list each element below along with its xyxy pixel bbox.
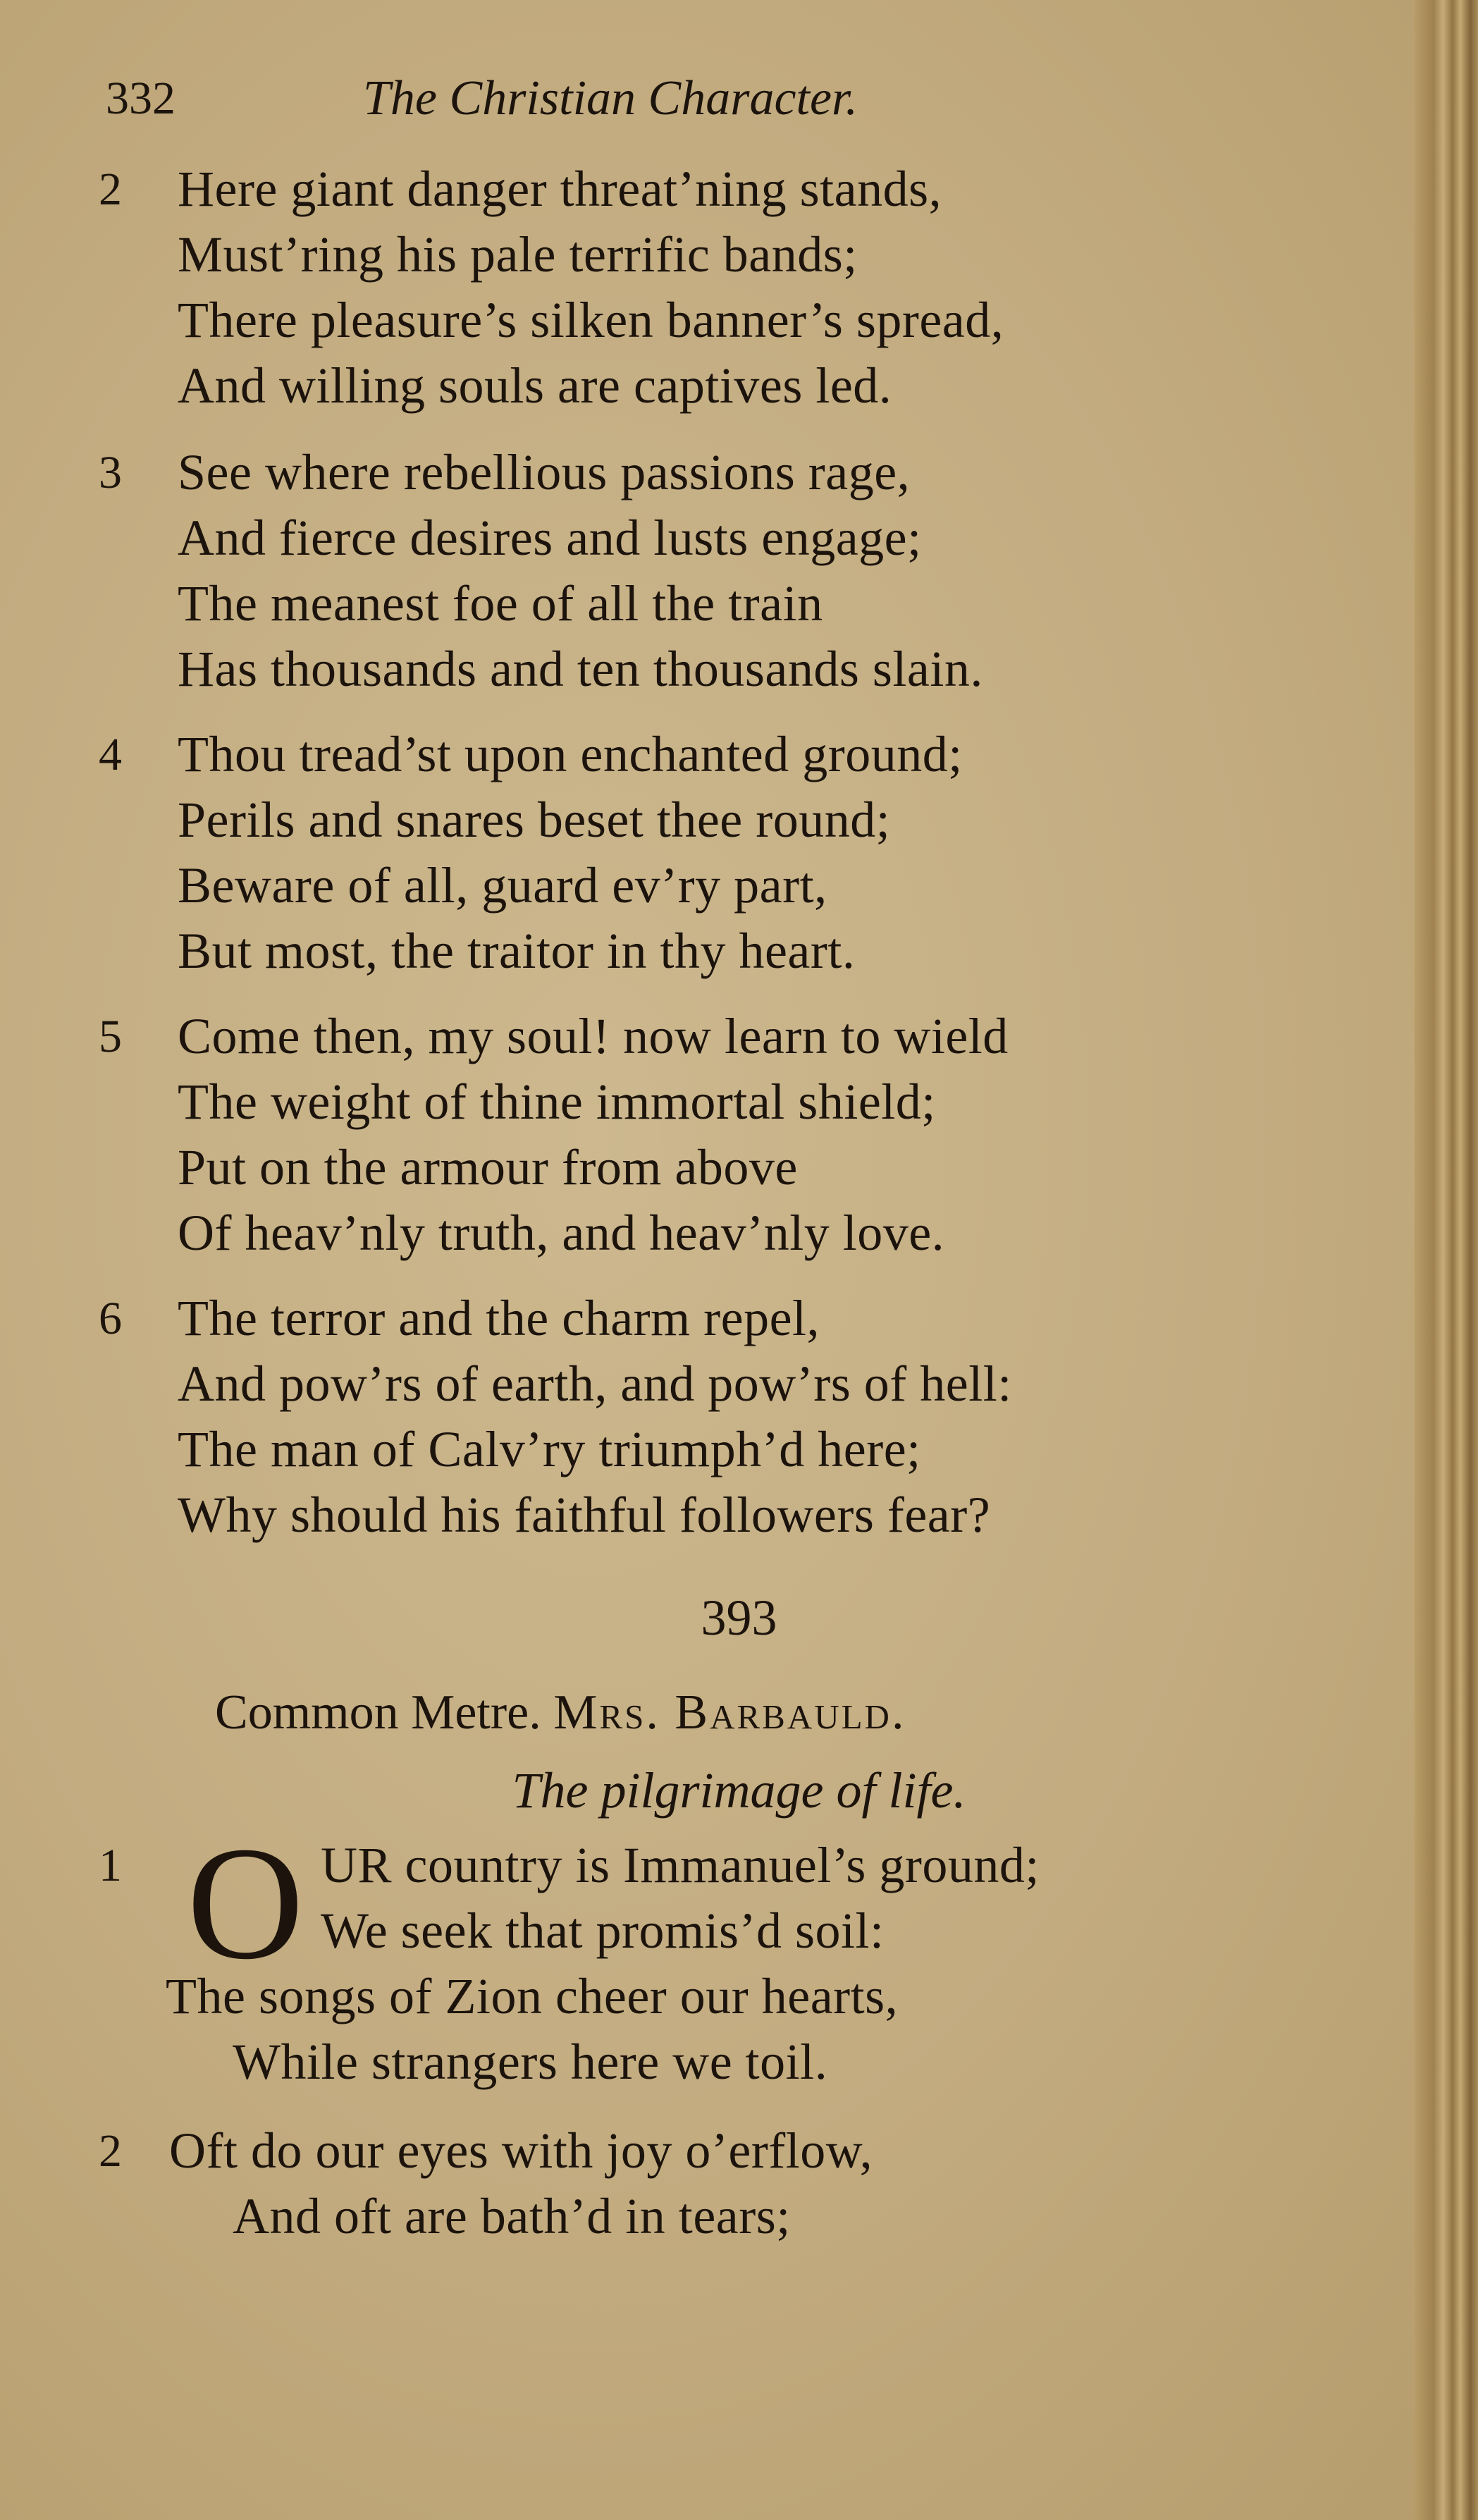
hymn-title: The pilgrimage of life. [512, 1762, 966, 1819]
verse-number: 4 [99, 729, 122, 780]
verse-2 [99, 2118, 1311, 2249]
verse-line: But most, the traitor in thy heart. [178, 923, 856, 979]
verse-line: We seek that promis’d soil: [321, 1903, 885, 1959]
verse-line: Of heav’nly truth, and heav’nly love. [178, 1205, 945, 1261]
verse-line: The terror and the charm repel, [178, 1290, 820, 1346]
verse-line: The meanest foe of all the train [178, 575, 823, 632]
drop-cap: O [187, 1813, 304, 1993]
hymn-393-verse-1 [99, 1813, 1311, 2095]
verse-2 [99, 156, 1311, 419]
verse-line: Here giant danger threat’ning stands, [178, 161, 942, 217]
verse-3 [99, 440, 1311, 722]
verse-line: There pleasure’s silken banner’s spread, [178, 292, 1004, 348]
hymn-metre-author [215, 1681, 1272, 1745]
verse-line: And oft are bath’d in tears; [233, 2188, 791, 2244]
running-title: The Christian Character. [363, 71, 858, 125]
verse-line: Oft do our eyes with joy o’erflow, [169, 2122, 873, 2179]
verse-5 [99, 1004, 1311, 1286]
verse-6 [99, 1286, 1311, 1568]
verse-line: And pow’rs of earth, and pow’rs of hell: [178, 1356, 1012, 1412]
verse-number: 2 [99, 2125, 122, 2177]
verse-line: Come then, my soul! now learn to wield [178, 1008, 1009, 1064]
verse-line: And willing souls are captives led. [178, 357, 892, 414]
verse-line: The weight of thine immortal shield; [178, 1074, 936, 1130]
verse-line: See where rebellious passions rage, [178, 444, 911, 500]
hymn-393-verse-2 [99, 2118, 1311, 2249]
verse-line: The songs of Zion cheer our hearts, [166, 1968, 899, 2024]
verse-number: 1 [99, 1840, 122, 1891]
page-header [106, 67, 1374, 130]
verse-number: 6 [99, 1293, 122, 1344]
verse-4 [99, 722, 1311, 1004]
verse-line: Has thousands and ten thousands slain. [178, 641, 983, 697]
hymn-metre: Common Metre. [215, 1685, 541, 1740]
verse-line: Beware of all, guard ev’ry part, [178, 857, 827, 914]
verse-line: And fierce desires and lusts engage; [178, 510, 922, 566]
verse-number: 3 [99, 447, 122, 498]
hymn-number: 393 [701, 1590, 777, 1646]
verse-line: Perils and snares beset thee round; [178, 792, 891, 848]
verse-number: 5 [99, 1011, 122, 1062]
verse-line: Thou tread’st upon enchanted ground; [178, 726, 963, 782]
verse-line: UR country is Immanuel’s ground; [321, 1837, 1040, 1893]
page-edge [1415, 0, 1478, 2520]
hymn-author: Mrs. Barbauld. [553, 1685, 906, 1740]
verse-number: 2 [99, 164, 122, 215]
verse-line: Must’ring his pale terrific bands; [178, 226, 858, 283]
verse-line: Put on the armour from above [178, 1139, 798, 1196]
verse-line: Why should his faithful followers fear? [178, 1487, 991, 1543]
verse-line: The man of Calv’ry triumph’d here; [178, 1421, 921, 1477]
hymn-392-continuation [99, 156, 1311, 1568]
verse-line: While strangers here we toil. [233, 2034, 828, 2090]
page-number: 332 [106, 73, 175, 124]
